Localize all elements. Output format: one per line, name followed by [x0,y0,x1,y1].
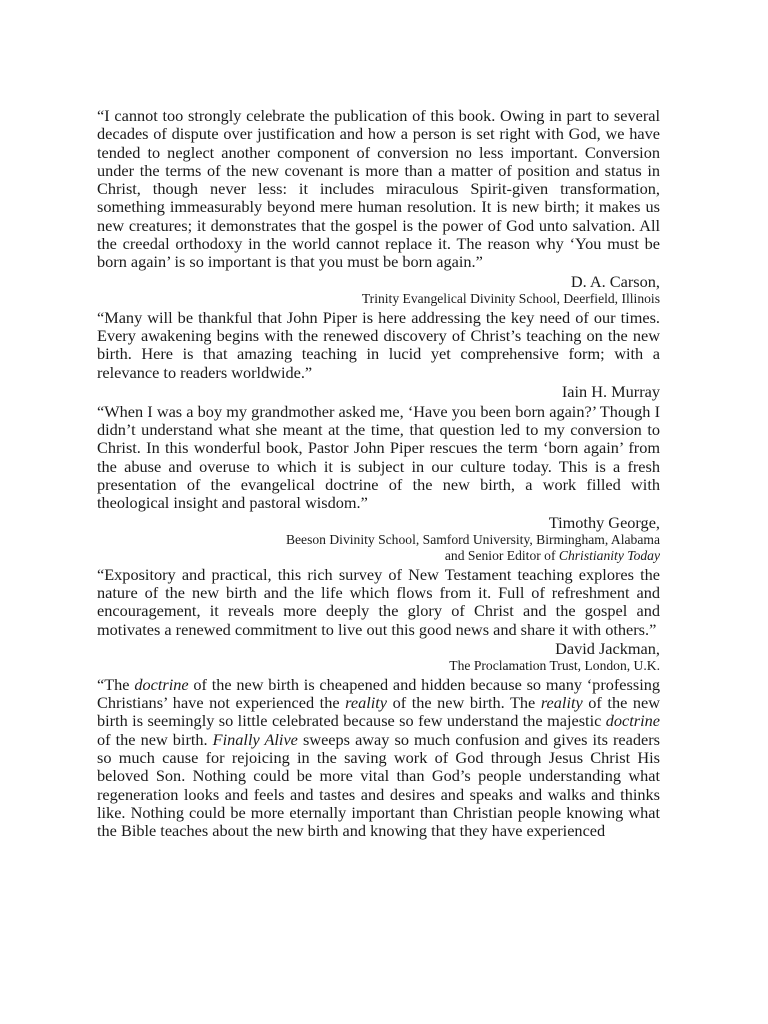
endorsement-quote: “Many will be thankful that John Piper is here addressing the key need of our times. Every awakening begins with the renewed discovery of Christ’s teaching on the new birth. Here is that amazing teaching in lucid yet comprehensive form; with a relevance to readers worldwide.” [97,307,660,382]
quote-emphasis: doctrine [134,674,189,694]
publication-title: Christianity Today [558,547,660,563]
endorsement-attribution [97,382,660,401]
endorsement-quote: “I cannot too strongly celebrate the publication of this book. Owing in part to several decades of dispute over justification and how a person is set right with God, we have tended to neglect another component of conversion no less important. Conversion under the terms of the new covenant is more than a matter of position and status in Christ, though never less: it includes miraculous Spirit-given transformation, something immeasurably beyond mere human resolution. It is new birth; it makes us new creatures; it demonstrates that the gospel is the power of God unto salvation. All the creedal orthodoxy in the world cannot replace it. The reason why ‘You must be born again’ is so important is that you must be born again.” [97,106,660,272]
endorser-affiliation-line2 [97,548,660,564]
quote-text: sweeps away so much confusion and gives its readers so much cause for rejoicing in the saving work of God through Jesus Christ His beloved Son. Nothing could be more vital than God’s people understanding what regeneration looks and feels and tastes and desires and speaks and walks and thinks like. Nothing could be more eternally important than Christian people knowing what the Bible teaches about the new birth and knowing that they have experienced [97,729,661,841]
endorsement-quote [97,676,660,841]
endorser-affiliation: Beeson Divinity School, Samford University, Birmingham, Alabama [285,531,660,547]
endorsement-quote: “Expository and practical, this rich survey of New Testament teaching explores the nature of the new birth and the life which flows from it. Full of refreshment and encouragement, it reveals more deeply the glory of Christ and the gospel and motivates a renewed commitment to live out this good news and share it with others.” [97,564,660,639]
endorser-affiliation: Trinity Evangelical Divinity School, Deerfield, Illinois [361,290,660,306]
endorsements-page [97,107,660,841]
endorsement-quote: “When I was a boy my grandmother asked me, ‘Have you been born again?’ Though I didn’t understand what she meant at the time, that question led to my conversion to Christ. In this wonderful book, Pastor John Piper rescues the term ‘born again’ from the abuse and overuse to which it is subject in our culture today. This is a fresh presentation of the evangelical doctrine of the new birth, a work filled with theological insight and pastoral wisdom.” [97,401,660,513]
quote-emphasis: reality [345,693,388,713]
quote-text: “The [97,674,135,694]
quote-text: of the new birth is seemingly so little celebrated because so few understand the majestic [97,693,660,731]
endorser-name: David Jackman, [555,638,660,658]
quote-text: of the new birth is cheapened and hidden because so many ‘professing Christians’ have not experienced the [97,674,661,713]
endorser-name: Iain H. Murray [561,381,660,401]
endorser-name: Timothy George, [548,512,660,532]
quote-text: of the new birth. The [387,693,541,713]
endorser-affiliation: The Proclamation Trust, London, U.K. [449,657,660,673]
endorsement-attribution [97,639,660,674]
quote-text: of the new birth. [97,729,213,749]
book-title: Finally Alive [212,729,298,749]
endorser-name: D. A. Carson, [570,271,660,291]
endorsement-attribution [97,513,660,564]
affiliation-prefix: and Senior Editor of [444,547,559,563]
quote-emphasis: doctrine [605,711,660,731]
endorsement-attribution [97,272,660,307]
quote-emphasis: reality [540,693,583,713]
